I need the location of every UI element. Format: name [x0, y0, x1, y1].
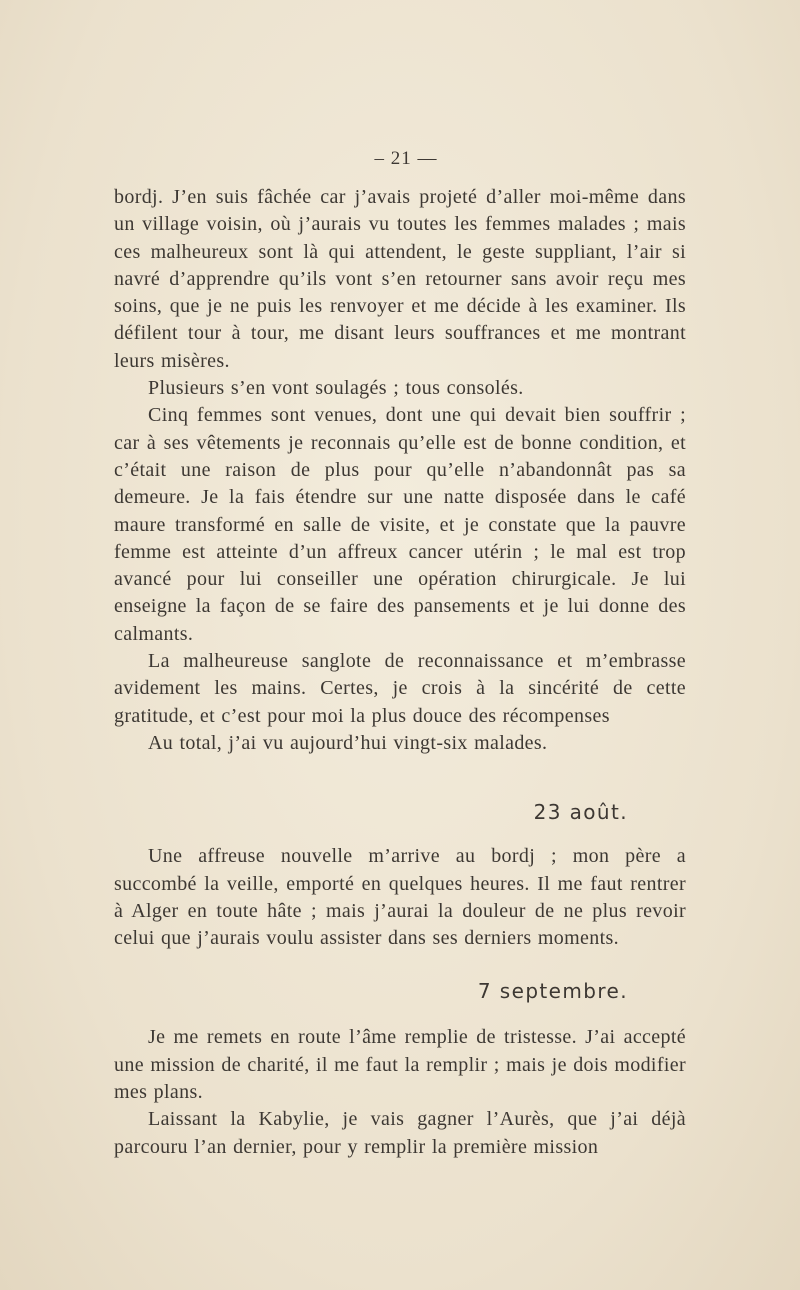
paragraph: bordj. J’en suis fâchée car j’avais projeté d’aller moi-même dans un village voisin, où j’aurais vu toutes les femmes malades ; mais ces malheureux sont là qui attendent, le geste suppliant, l’air si navré d’apprendre qu’ils vont s’en retourner sans avoir reçu mes soins, que je ne puis les renvoyer et me décide à les examiner. Ils défilent tour à tour, me disant leurs souffrances et me montrant leurs misères.	[114, 186, 686, 372]
date-heading: 23 août.	[533, 800, 628, 825]
paragraph: Je me remets en route l’âme remplie de tristesse. J’ai accepté une mission de charité, il me faut la remplir ; mais je dois modifier mes plans.	[114, 1026, 686, 1104]
diary-entry	[114, 843, 686, 952]
date-heading: 7 septembre.	[477, 979, 628, 1004]
paragraph: Une affreuse nouvelle m’arrive au bordj ; mon père a succombé la veille, emporté en quelques heures. Il me faut rentrer à Alger en toute hâte ; mais j’aurai la douleur de ne plus revoir celui que j’aurais voulu assister dans ses derniers moments.	[114, 845, 686, 950]
paragraph: Au total, j’ai vu aujourd’hui vingt-six malades.	[148, 731, 548, 754]
paragraph: Laissant la Kabylie, je vais gagner l’Aurès, que j’ai déjà parcouru l’an dernier, pour y remplir la première mission	[114, 1108, 686, 1158]
paragraph: Cinq femmes sont venues, dont une qui devait bien souffrir ; car à ses vêtements je reconnais qu’elle est de bonne condition, et c’était une raison de plus pour qu’elle n’abandonnât pas sa demeure. Je la fais étendre sur une natte disposée dans le café maure transformé en salle de visite, et je constate que la pauvre femme est atteinte d’un affreux cancer utérin ; le mal est trop avancé pour lui conseiller une opération chirurgicale. Je lui enseigne la façon de se faire des pansements et je lui donne des calmants.	[114, 404, 686, 645]
diary-entry	[114, 1024, 686, 1160]
book-page	[114, 148, 686, 1161]
section-continuation	[114, 184, 686, 757]
paragraph: Plusieurs s’en vont soulagés ; tous consolés.	[148, 377, 524, 400]
paragraph: La malheureuse sanglote de reconnaissance et m’embrasse avidement les mains. Certes, je crois à la sincérité de cette gratitude, et c’est pour moi la plus douce des récompenses	[114, 650, 686, 727]
page-number: – 21 —	[374, 148, 438, 169]
